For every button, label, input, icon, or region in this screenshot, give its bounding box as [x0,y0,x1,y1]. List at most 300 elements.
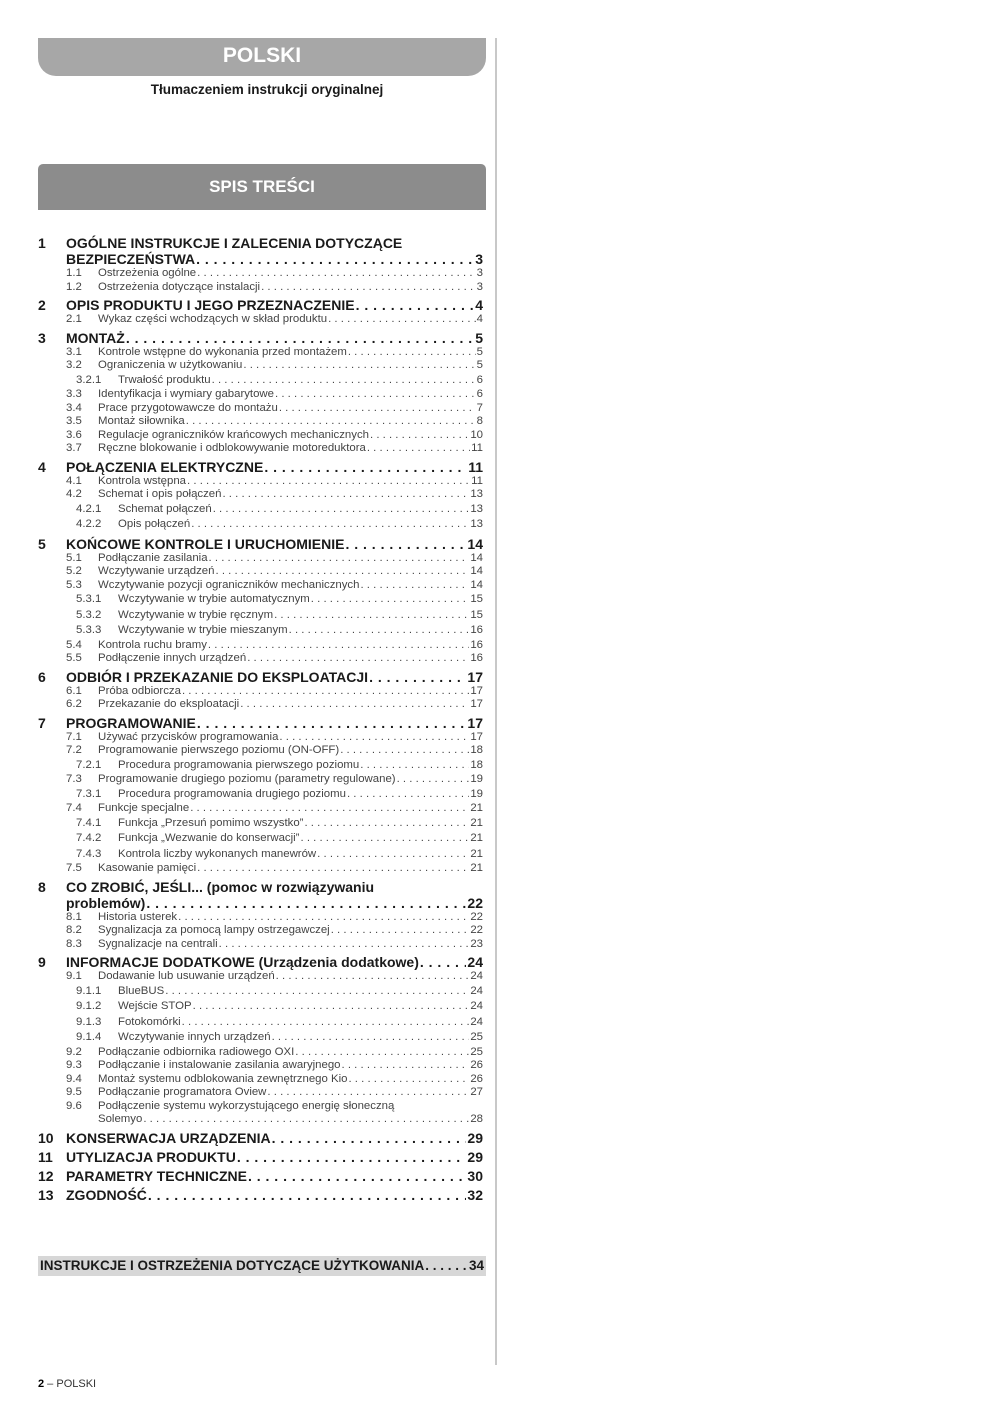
toc-entry-title: Kontrola liczby wykonanych manewrów [118,847,317,860]
toc-entry[interactable] [38,802,483,816]
toc-entry-number: 9.1.4 [76,1031,102,1043]
leader-dots [275,388,476,402]
toc-entry-number: 9.6 [66,1099,82,1112]
toc-entry-page: 6 [476,388,483,400]
toc-entry[interactable] [38,698,483,712]
toc-entry-number: 7.3 [66,773,82,785]
toc-entry-number: 3.5 [66,415,82,427]
leader-dots [360,758,469,774]
toc-entry-title-line: CO ZROBIĆ, JEŚLI... (pomoc w rozwiązywaniu [66,878,375,895]
toc-entry-number: 7.2 [66,744,82,756]
toc-entry[interactable] [38,984,483,1000]
leader-dots [143,1113,469,1127]
toc-entry-number: 3.2.1 [76,373,102,386]
table-of-contents [38,232,483,1203]
toc-entry[interactable] [38,773,483,787]
toc-entry[interactable] [38,1149,483,1165]
toc-entry-number: 7 [38,714,46,731]
toc-entry-title: Wczytywanie innych urządzeń [118,1031,271,1043]
toc-entry-title: Schemat i opis połączeń [98,488,222,500]
toc-entry[interactable] [38,954,483,970]
toc-entry-title: Procedura programowania drugiego poziomu [118,787,346,800]
toc-entry-title: Podłączanie programatora Oview [98,1086,267,1098]
leader-dots [209,552,470,566]
leader-dots [331,924,470,938]
toc-entry-page: 7 [476,401,483,414]
leader-dots [348,1073,469,1087]
leader-dots [261,281,476,295]
toc-entry-title: Kasowanie pamięci [98,862,197,874]
toc-entry-page: 26 [470,1059,483,1071]
toc-entry-number: 7.1 [66,730,82,743]
toc-entry-title: Wczytywanie w trybie mieszanym [118,624,288,636]
toc-entry-number: 5.5 [66,652,82,664]
leader-dots [317,847,469,863]
toc-entry-number: 10 [38,1129,54,1146]
toc-entry-title: Opis połączeń [118,518,191,530]
toc-entry[interactable] [38,1100,483,1127]
toc-entry[interactable] [38,911,483,925]
toc-entry[interactable] [38,847,483,863]
leader-dots [342,1059,470,1073]
toc-entry-number: 5.3.1 [76,593,102,605]
leader-dots [279,731,469,745]
document-subtitle: Tłumaczeniem instrukcji oryginalnej [150,82,384,97]
toc-entry[interactable] [38,652,483,666]
toc-entry-page: 8 [476,415,483,427]
toc-entry-number: 9.2 [66,1045,82,1058]
leader-dots [146,895,466,911]
toc-entry-number: 3.2 [66,359,82,371]
toc-entry-title: Programowanie drugiego poziomu (parametry regulowane) [98,773,396,785]
toc-entry[interactable] [38,685,483,699]
toc-entry[interactable] [38,758,483,774]
toc-entry-number: 3 [38,329,46,346]
toc-entry[interactable] [38,744,483,758]
toc-entry-page: 18 [470,758,483,771]
toc-entry-page: 10 [470,428,483,441]
toc-entry-title: Regulacje ograniczników krańcowych mechanicznych [98,428,369,441]
toc-entry-title: UTYLIZACJA PRODUKTU [66,1148,236,1165]
toc-entry-page: 24 [470,1000,483,1012]
toc-entry[interactable] [38,459,483,475]
toc-entry-title: Fotokomórki [118,1015,181,1028]
toc-entry-title: KONSERWACJA URZĄDZENIA [66,1129,271,1146]
leader-dots [272,1130,467,1146]
toc-entry-number: 9.1 [66,970,82,982]
toc-entry[interactable] [38,623,483,639]
toc-entry-number: 3.7 [66,442,82,454]
toc-entry[interactable] [38,1046,483,1060]
toc-entry-page: 19 [470,773,483,785]
toc-entry-title: BlueBUS [118,984,165,997]
toc-entry-page: 17 [470,698,483,710]
toc-entry[interactable] [38,565,483,579]
toc-entry-page: 13 [470,502,483,515]
toc-entry-title: Ostrzeżenia dotyczące instalacji [98,280,261,293]
leader-dots [347,787,469,803]
toc-entry-title: PARAMETRY TECHNICZNE [66,1167,247,1184]
toc-entry-page: 21 [470,862,483,874]
toc-entry-number: 7.3.1 [76,787,102,800]
toc-entry[interactable] [38,831,483,847]
leader-dots [178,911,469,925]
toc-entry[interactable] [38,669,483,685]
leader-dots [148,1187,467,1203]
toc-entry-number: 9 [38,954,46,970]
toc-entry[interactable] [38,1168,483,1184]
leader-dots [369,669,466,685]
toc-entry-page: 22 [470,924,483,936]
toc-entry-page: 24 [470,984,483,997]
toc-entry-page: 22 [470,910,483,923]
toc-entry-page: 17 [467,668,483,685]
toc-entry[interactable] [38,388,483,402]
toc-entry-number: 13 [38,1186,54,1203]
toc-entry-number: 5.3.2 [76,608,102,621]
leader-dots [222,488,469,502]
toc-entry[interactable] [38,938,483,952]
toc-entry-title: Używać przycisków programowania [98,730,279,743]
toc-entry-number: 3.1 [66,345,82,358]
leader-dots [243,359,475,373]
toc-entry-page: 5 [476,359,483,371]
toc-entry-number: 6 [38,668,46,685]
toc-entry-number: 5.2 [66,565,82,577]
leader-dots [264,459,467,475]
toc-entry-number: 5.3 [66,578,82,591]
toc-entry-title-line: Podłączenie systemu wykorzystującego energię słoneczną [98,1099,395,1112]
toc-entry-page: 14 [470,565,483,577]
toc-entry-title: Wczytywanie w trybie automatycznym [118,593,310,605]
toc-entry-page: 25 [470,1031,483,1043]
toc-entry[interactable] [38,517,483,533]
leader-dots [182,685,469,699]
toc-entry-title: Procedura programowania pierwszego poziomu [118,758,360,771]
leader-dots [300,831,469,847]
toc-entry-title: Wczytywanie pozycji ograniczników mechanicznych [98,578,360,591]
toc-entry-title: Dodawanie lub usuwanie urządzeń [98,970,275,982]
toc-entry-page: 17 [467,714,483,731]
leader-dots [197,862,469,876]
toc-entry-page: 14 [467,535,483,552]
toc-entry-title-line: OGÓLNE INSTRUKCJE I ZALECENIA DOTYCZĄCE [66,235,403,251]
leader-dots [311,592,470,608]
toc-entry-page: 11 [468,458,483,475]
toc-entry-number: 9.4 [66,1072,82,1085]
leader-dots [197,267,476,281]
toc-entry-title: KOŃCOWE KONTROLE I URUCHOMIENIE [66,535,345,552]
leader-dots [397,773,470,787]
leader-dots [276,970,470,984]
leader-dots [272,1030,470,1046]
leader-dots [425,1256,468,1276]
toc-entry-page: 30 [467,1167,483,1184]
toc-entry[interactable] [38,415,483,429]
toc-entry[interactable] [38,552,483,566]
toc-entry[interactable] [38,536,483,552]
leader-dots [191,517,469,533]
toc-entry-page: 19 [470,787,483,800]
toc-entry-number: 1.2 [66,280,82,293]
toc-entry-number: 6.2 [66,698,82,710]
toc-entry[interactable] [38,488,483,502]
toc-entry-title: BEZPIECZEŃSTWA [66,251,196,267]
toc-entry-number: 4 [38,458,46,475]
toc-entry-title: Przekazanie do eksploatacji [98,698,240,710]
toc-entry-page: 13 [470,518,483,530]
toc-entry-title: ZGODNOŚĆ [66,1186,147,1203]
toc-entry-page: 14 [470,578,483,591]
toc-entry-number: 11 [38,1148,53,1165]
toc-entry-page: 24 [467,954,483,970]
leader-dots [247,652,469,666]
leader-dots [295,1046,469,1060]
toc-entry-page: 4 [476,313,483,325]
leader-dots [420,954,467,970]
toc-entry[interactable] [38,970,483,984]
toc-entry-title: Podłączanie i instalowanie zasilania awaryjnego [98,1059,341,1071]
toc-entry[interactable] [38,579,483,593]
toc-entry-title: ODBIÓR I PRZEKAZANIE DO EKSPLOATACJI [66,668,369,685]
toc-entry-title: Identyfikacja i wymiary gabarytowe [98,388,274,400]
toc-entry-number: 2 [38,297,46,313]
leader-dots [186,415,476,429]
toc-entry-page: 25 [470,1045,483,1058]
toc-entry-page: 21 [470,847,483,860]
toc-entry-title: Schemat połączeń [118,502,212,515]
toc-entry-number: 9.3 [66,1059,82,1071]
toc-entry-number: 1 [38,235,46,251]
toc-entry-page: 27 [470,1086,483,1098]
toc-entry-title: Solemyo [98,1113,143,1125]
leader-dots [237,1149,467,1165]
toc-entry[interactable] [38,402,483,416]
toc-entry-title: Funkcja „Przesuń pomimo wszystko” [118,816,304,829]
toc-entry-number: 12 [38,1167,54,1184]
toc-entry[interactable] [38,1030,483,1046]
toc-entry-page: 6 [476,373,483,386]
leader-dots [360,579,469,593]
toc-entry[interactable] [38,731,483,745]
toc-entry-page: 29 [467,1129,483,1146]
toc-entry[interactable] [38,359,483,373]
toc-entry-title: Kontrola wstępna [98,474,187,487]
toc-entry-number: 5 [38,535,46,552]
toc-entry-page: 23 [470,937,483,950]
toc-entry[interactable] [38,346,483,360]
toc-entry-title: MONTAŻ [66,329,125,346]
toc-entry-title: OPIS PRODUKTU I JEGO PRZEZNACZENIE [66,297,355,313]
toc-entry[interactable] [38,862,483,876]
leader-dots [267,1086,469,1100]
toc-entry[interactable] [38,608,483,624]
leader-dots [348,346,476,360]
toc-entry[interactable] [38,816,483,832]
leader-dots [289,623,470,639]
toc-entry-page: 5 [476,345,483,358]
toc-entry-title: Wczytywanie urządzeń [98,565,215,577]
toc-entry-number: 4.2.1 [76,502,102,515]
toc-entry-number: 4.2 [66,488,82,500]
toc-entry-page: 17 [470,730,483,743]
toc-entry[interactable] [38,475,483,489]
toc-entry-number: 5.3.3 [76,624,102,636]
toc-entry-number: 8.2 [66,924,82,936]
leader-dots [370,429,469,443]
toc-entry-page: 15 [470,608,483,621]
toc-entry-page: 3 [475,251,483,267]
leader-dots [367,442,470,456]
toc-entry-number: 1.1 [66,267,82,279]
toc-entry-title: Funkcje specjalne [98,802,190,814]
toc-entry-title: Wykaz części wchodzących w skład produktu [98,313,328,325]
leader-dots [340,744,469,758]
leader-dots [197,715,467,731]
toc-entry-page: 11 [471,442,483,454]
toc-entry-title: POŁĄCZENIA ELEKTRYCZNE [66,458,264,475]
toc-entry[interactable] [38,281,483,295]
page-number: 2 [38,1378,45,1390]
toc-entry-page: 16 [470,624,483,636]
toc-entry-title: Próba odbiorcza [98,684,181,697]
toc-entry-number: 8 [38,878,46,895]
column-divider [495,38,497,1365]
leader-dots [190,802,469,816]
toc-entry-title: Wejście STOP [118,1000,192,1012]
footer-language: POLSKI [56,1378,97,1390]
toc-entry-title: Prace przygotowawcze do montażu [98,401,278,414]
usage-instructions-section[interactable] [38,1256,486,1276]
toc-entry-title: PROGRAMOWANIE [66,714,196,731]
toc-entry[interactable] [38,1073,483,1087]
toc-entry-number: 7.5 [66,862,82,874]
toc-entry-page: 5 [475,329,483,346]
leader-dots [219,938,470,952]
toc-entry[interactable] [38,1130,483,1146]
toc-entry-page: 21 [470,816,483,829]
toc-entry-page: 11 [471,474,483,487]
toc-entry-page: 3 [476,280,483,293]
toc-entry-page: 16 [470,652,483,664]
toc-entry[interactable] [38,330,483,346]
toc-entry[interactable] [38,924,483,938]
toc-entry[interactable] [38,267,483,281]
leader-dots [196,251,474,267]
toc-entry-number: 5.4 [66,638,82,651]
toc-entry-number: 9.5 [66,1086,82,1098]
toc-entry-title: Ostrzeżenia ogólne [98,267,197,279]
toc-entry[interactable] [38,715,483,731]
toc-entry-number: 8.1 [66,910,82,923]
leader-dots [248,1168,466,1184]
toc-entry-page: 3 [476,267,483,279]
toc-entry-page: 21 [470,832,483,844]
leader-dots [279,402,476,416]
toc-entry-title: Programowanie pierwszego poziomu (ON-OFF) [98,744,340,756]
toc-entry-title: Podłączanie odbiornika radiowego OXI [98,1045,295,1058]
toc-entry-number: 9.1.2 [76,1000,102,1012]
usage-instructions-title: INSTRUKCJE I OSTRZEŻENIA DOTYCZĄCE UŻYTKOWANIA [40,1258,425,1273]
toc-entry-page: 26 [470,1072,483,1085]
toc-entry-title: Sygnalizacje na centrali [98,937,218,950]
toc-entry-number: 7.2.1 [76,758,102,771]
toc-entry-title: Podłączenie innych urządzeń [98,652,247,664]
toc-entry-number: 7.4 [66,802,82,814]
toc-entry-title: Ręczne blokowanie i odblokowywanie motoreduktora [98,442,366,454]
toc-entry[interactable] [38,235,483,267]
toc-entry-page: 21 [470,802,483,814]
footer-separator: – [44,1378,57,1390]
leader-dots [213,502,470,518]
toc-entry-number: 8.3 [66,937,82,950]
leader-dots [215,565,469,579]
leader-dots [328,313,476,327]
toc-entry[interactable] [38,787,483,803]
toc-entry[interactable] [38,373,483,389]
toc-entry[interactable] [38,1059,483,1073]
toc-entry-number: 6.1 [66,684,82,697]
toc-entry-title: Historia usterek [98,910,178,923]
toc-entry-page: 13 [470,488,483,500]
toc-entry-page: 16 [470,638,483,651]
toc-entry-title: Ograniczenia w użytkowaniu [98,359,243,371]
toc-entry-title: problemów) [66,894,146,911]
toc-entry[interactable] [38,639,483,653]
leader-dots [212,373,476,389]
toc-entry-title: INFORMACJE DODATKOWE (Urządzenia dodatkowe) [66,954,419,970]
toc-entry-title: Montaż systemu odblokowania zewnętrznego Kio [98,1072,348,1085]
leader-dots [182,1015,470,1031]
toc-entry-page: 29 [467,1148,483,1165]
leader-dots [193,999,470,1015]
toc-entry-number: 4.1 [66,474,82,487]
toc-entry[interactable] [38,502,483,518]
toc-entry-page: 22 [467,894,483,911]
toc-entry-number: 3.4 [66,401,82,414]
toc-entry-number: 3.6 [66,428,82,441]
toc-entry[interactable] [38,879,483,911]
toc-entry-page: 28 [470,1113,483,1125]
toc-entry-number: 5.1 [66,551,82,564]
toc-entry[interactable] [38,297,483,313]
toc-entry-page: 4 [475,297,483,313]
toc-entry[interactable] [38,429,483,443]
leader-dots [356,297,475,313]
leader-dots [187,475,470,489]
toc-entry[interactable] [38,313,483,327]
toc-entry-number: 9.1.1 [76,984,102,997]
toc-entry-number: 4.2.2 [76,518,102,530]
usage-instructions-page: 34 [468,1258,484,1273]
toc-entry-page: 15 [470,593,483,605]
leader-dots [304,816,469,832]
leader-dots [208,639,469,653]
toc-entry[interactable] [38,592,483,608]
toc-entry-page: 24 [470,1015,483,1028]
toc-entry-number: 9.1.3 [76,1015,102,1028]
page-footer [38,1378,96,1390]
toc-entry-page: 17 [470,684,483,697]
toc-entry[interactable] [38,999,483,1015]
toc-entry-number: 2.1 [66,313,82,325]
toc-entry[interactable] [38,1086,483,1100]
toc-entry-title: Montaż siłownika [98,415,185,427]
toc-entry[interactable] [38,1015,483,1031]
toc-entry-title: Kontrola ruchu bramy [98,638,207,651]
toc-entry[interactable] [38,442,483,456]
toc-entry[interactable] [38,1187,483,1203]
